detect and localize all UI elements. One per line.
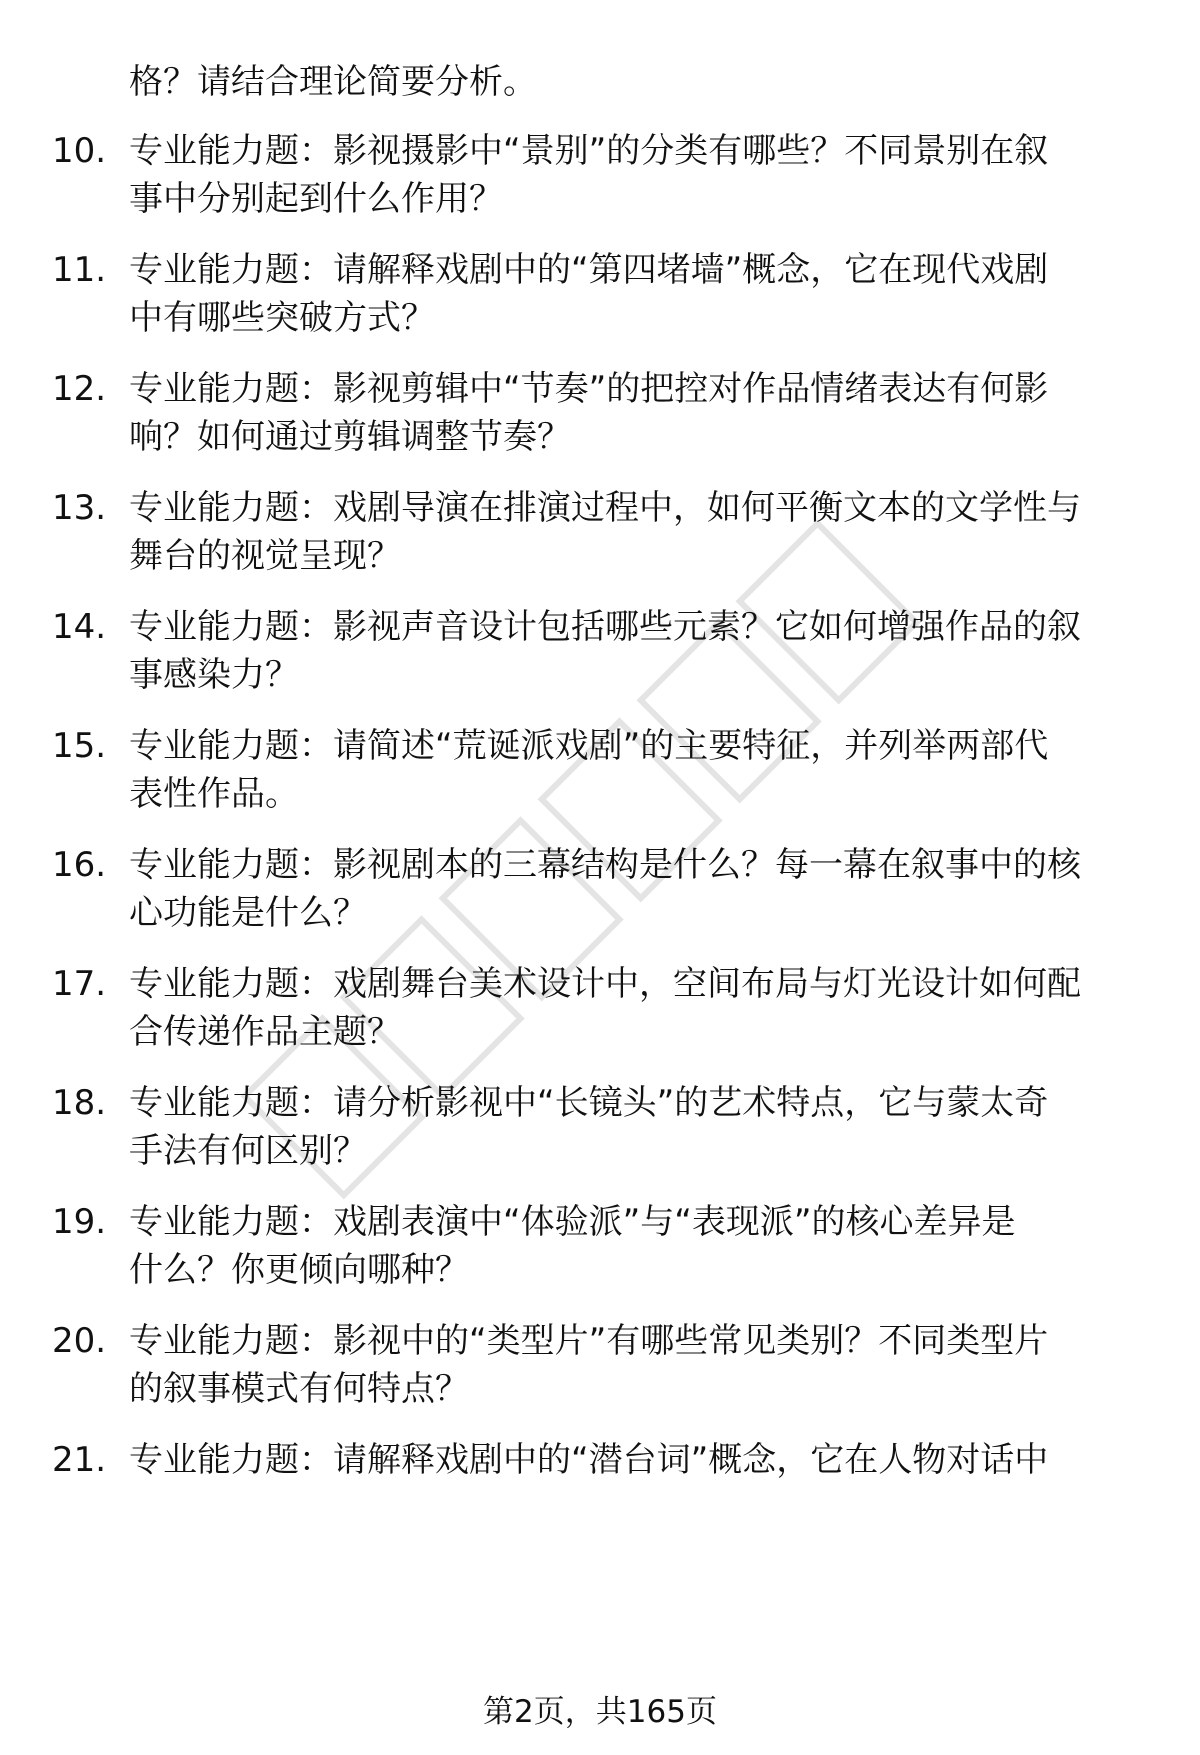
question-text-line2: 心功能是什么？ <box>129 893 367 933</box>
question-text-line1: 专业能力题：影视剪辑中“节奏”的把控对作品情绪表达有何影 <box>129 369 1049 409</box>
question-text-line1: 专业能力题：请简述“荒诞派戏剧”的主要特征，并列举两部代 <box>129 726 1049 766</box>
question-item <box>0 1436 1200 1532</box>
question-number: 15. <box>52 726 107 766</box>
question-text-line1: 专业能力题：影视剧本的三幕结构是什么？每一幕在叙事中的核 <box>129 845 1081 885</box>
question-number: 18. <box>52 1083 107 1123</box>
question-text-line1: 专业能力题：影视声音设计包括哪些元素？它如何增强作品的叙 <box>129 607 1081 647</box>
question-number: 10. <box>52 131 107 171</box>
question-text-line2: 响？如何通过剪辑调整节奏？ <box>129 417 571 457</box>
question-number: 20. <box>52 1321 107 1361</box>
question-number: 11. <box>52 250 107 290</box>
question-text-line2: 的叙事模式有何特点？ <box>129 1369 469 1409</box>
question-number: 21. <box>52 1440 107 1480</box>
question-text-line2: 事感染力？ <box>129 655 299 695</box>
question-item <box>0 1317 1200 1413</box>
question-text-line1: 专业能力题：请解释戏剧中的“潜台词”概念，它在人物对话中 <box>129 1440 1049 1480</box>
question-text-line1: 专业能力题：影视摄影中“景别”的分类有哪些？不同景别在叙 <box>129 131 1049 171</box>
question-text-line2: 表性作品。 <box>129 774 299 814</box>
question-number: 17. <box>52 964 107 1004</box>
question-text-line2: 手法有何区别？ <box>129 1131 367 1171</box>
question-text-line1: 专业能力题：请分析影视中“长镜头”的艺术特点，它与蒙太奇 <box>129 1083 1049 1123</box>
continuation-line: 格？请结合理论简要分析。 <box>129 62 537 102</box>
question-item <box>0 365 1200 461</box>
question-text-line1: 专业能力题：请解释戏剧中的“第四堵墙”概念，它在现代戏剧 <box>129 250 1049 290</box>
question-text-line2: 合传递作品主题？ <box>129 1012 401 1052</box>
question-text-line1: 专业能力题：影视中的“类型片”有哪些常见类别？不同类型片 <box>129 1321 1049 1361</box>
question-number: 16. <box>52 845 107 885</box>
question-text-line1: 专业能力题：戏剧舞台美术设计中，空间布局与灯光设计如何配 <box>129 964 1081 1004</box>
page-footer: 第2页，共165页 <box>483 1694 717 1730</box>
question-item <box>0 484 1200 580</box>
question-text-line2: 什么？你更倾向哪种？ <box>129 1250 469 1290</box>
question-item <box>0 960 1200 1056</box>
question-text-line2: 中有哪些突破方式？ <box>129 298 435 338</box>
question-text-line2: 舞台的视觉呈现？ <box>129 536 401 576</box>
question-number: 14. <box>52 607 107 647</box>
question-text-line1: 专业能力题：戏剧表演中“体验派”与“表现派”的核心差异是 <box>129 1202 1016 1242</box>
question-text-line2: 事中分别起到什么作用？ <box>129 179 503 219</box>
question-text-line1: 专业能力题：戏剧导演在排演过程中，如何平衡文本的文学性与 <box>129 488 1081 528</box>
question-item <box>0 841 1200 937</box>
question-number: 12. <box>52 369 107 409</box>
question-number: 13. <box>52 488 107 528</box>
question-item <box>0 246 1200 342</box>
question-item <box>0 1198 1200 1294</box>
question-item <box>0 722 1200 818</box>
question-item <box>0 1079 1200 1175</box>
question-number: 19. <box>52 1202 107 1242</box>
question-item <box>0 603 1200 699</box>
question-item <box>0 127 1200 223</box>
